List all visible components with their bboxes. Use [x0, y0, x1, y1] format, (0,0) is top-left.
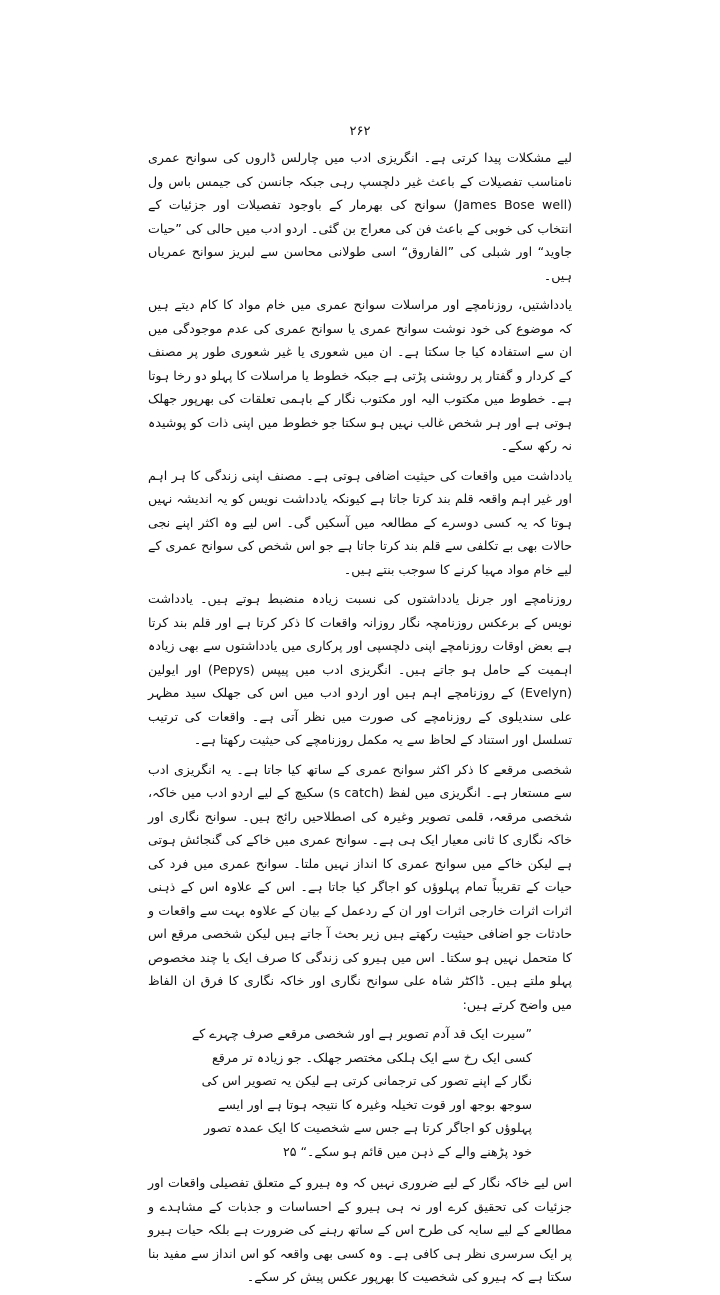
- paragraph-4-after: کے روزنامچے اہم ہیں اور اردو ادب میں اس کی جھلک سید مظہر علی سندیلوی کے روزنامچے کی صورت میں نظر آتی ہے۔ واقعات کی ترتیب تسلسل اور استناد کے لحاظ سے یہ مکمل روزنامچے کی حیثیت رکھتا ہے۔: [148, 685, 572, 747]
- paragraph-1-before: لیے مشکلات پیدا کرتی ہے۔ انگریزی ادب میں چارلس ڈاروں کی سوانح عمری نامناسب تفصیلات کے باعث غیر دلچسپ رہی جبکہ جانسن کی جیمس باس ول: [148, 150, 572, 189]
- paragraph-1: [148, 146, 572, 287]
- footnote-ref: ۲۵: [282, 1143, 297, 1159]
- paragraph-4-mid: اور ایولین: [148, 661, 202, 677]
- paragraph-1-after: سوانح کی بھرمار کے باوجود تفصیلات اور جزئیات کے انتخاب کی خوبی کے باعث فن کی معراج بن گئی۔ اردو ادب میں حالی کی ”حیات جاوید“ اور شبلی کی ”الفاروق“ اسی طولانی محاسن سے لبریز سوانح عمریاں ہیں۔: [148, 197, 572, 283]
- paragraph-4: [148, 587, 572, 752]
- paragraph-2: یادداشتیں، روزنامچے اور مراسلات سوانح عمری میں خام مواد کا کام دیتے ہیں کہ موضوع کی خود نوشت سوانح عمری یا سوانح عمری کی عدم موجودگی میں ان سے استفادہ کیا جا سکتا ہے۔ ان میں شعوری یا غیر شعوری طور پر مصنف کے کردار و گفتار پر روشنی پڑتی ہے جبکہ خطوط یا مراسلات کا پہلو دو رخا ہوتا ہے۔ خطوط میں مکتوب الیہ اور مکتوب نگار کے باہمی تعلقات کی بھرپور جھلک ہوتی ہے اور ہر شخص غالب نہیں ہو سکتا جو خطوط میں اپنی ذات کو پوشیدہ نہ رکھ سکے۔: [148, 297, 572, 453]
- paragraph-5-before: شخصی مرقعے کا ذکر اکثر سوانح عمری کے ساتھ کیا جاتا ہے۔ یہ انگریزی ادب سے مستعار ہے۔ انگریزی میں لفظ: [148, 761, 572, 800]
- paragraph-3: یادداشت میں واقعات کی حیثیت اضافی ہوتی ہے۔ مصنف اپنی زندگی کا ہر اہم اور غیر اہم واقعہ قلم بند کرتا جاتا ہے کیونکہ یادداشت نویس کو یہ اندیشہ نہیں ہوتا کہ یہ کسی دوسرے کے مطالعہ میں آسکیں گی۔ اس لیے وہ اکثر اپنے نجی حالات بھی بے تکلفی سے قلم بند کرتا جاتا ہے جو اس شخص کی سوانح عمری کے لیے خام مواد مہیا کرنے کا سوجب بنتے ہیں۔: [148, 467, 572, 577]
- page-number: ۲۶۲: [349, 124, 371, 139]
- paragraph-4-english-term-1: (Pepys): [207, 661, 255, 677]
- paragraph-5: [148, 758, 572, 1017]
- paragraph-5-english-term: (s catch): [328, 785, 384, 800]
- block-quote-text: ”سیرت ایک قد آدم تصویر ہے اور شخصی مرقعے صرف چہرے کے کسی ایک رخ سے ایک ہلکی مختصر جھلک۔ جو زیادہ تر مرقع نگار کے اپنے تصور کی ترجمانی کرتی ہے لیکن یہ تصویر اس کی سوجھ بوجھ اور قوت تخیلہ وغیرہ کا نتیجہ ہوتا ہے اور ایسے پہلوؤں کو اجاگر کرتا ہے جس سے شخصیت کا ایک عمدہ تصور خود پڑھنے والے کے ذہن میں قائم ہو سکے۔“: [191, 1026, 532, 1159]
- paragraph-4-before: روزنامچے اور جرنل یادداشتوں کی نسبت زیادہ منضبط ہوتے ہیں۔ یادداشت نویس کے برعکس روزنامچہ نگار روزانہ واقعات کا ذکر کرتا ہے اور قلم بند کرتا ہے بعض اوقات روزنامچے اپنی دلچسپی اور پرکاری میں یادداشتوں سے بھی زیادہ اہمیت کے حامل ہو جاتے ہیں۔ انگریزی ادب میں پیپس: [148, 591, 572, 677]
- paragraph-5-after: سکیچ کے لیے اردو ادب میں خاکہ، شخصی مرقعہ، قلمی تصویر وغیرہ کی اصطلاحیں رائج ہیں۔ سوانح نگاری اور خاکہ نگاری کا ثانی معیار ایک ہی ہے۔ سوانح عمری میں خاکے کی گنجائش ہوتی ہے لیکن خاکے میں سوانح عمری کا انداز نہیں ملتا۔ سوانح عمری میں فرد کی حیات کے تقریباً تمام پہلوؤں کو اجاگر کیا جاتا ہے۔ اس کے علاوہ اس کے ذہنی اثرات اثرات خارجی اثرات اور ان کے ردعمل کے بیان کے علاوہ بہت سے واقعات و حادثات جو اضافی حیثیت رکھتے ہیں زیر بحث آ جاتے ہیں لیکن شخصی مرقع اس کا متحمل نہیں ہو سکتا۔ اس میں ہیرو کی زندگی کا صرف ایک یا چند مخصوص پہلو ملتے ہیں۔ ڈاکٹر شاہ علی سوانح نگاری اور خاکہ نگاری کا فرق ان الفاظ میں واضح کرتے ہیں:: [148, 785, 572, 1012]
- block-quote: [188, 1022, 532, 1163]
- body-text: [148, 146, 572, 1295]
- paragraph-1-english-term: (James Bose well): [453, 197, 572, 212]
- paragraph-6: اس لیے خاکہ نگار کے لیے ضروری نہیں کہ وہ ہیرو کے متعلق تفصیلی واقعات اور جزئیات کی تحقیق کرے اور نہ ہی ہیرو کے احساسات و جذبات کے مشاہدے و مطالعے کے لیے سایہ کی طرح اس کے ساتھ رہنے کی ضرورت ہے بلکہ حیات ہیرو پر ایک سرسری نظر ہی کافی ہے۔ وہ کسی بھی واقعہ کو اس انداز سے مفید بنا سکتا ہے کہ ہیرو کی شخصیت کا بھرپور عکس پیش کر سکے۔: [148, 1175, 572, 1284]
- paragraph-4-english-term-2: (Evelyn): [520, 685, 572, 700]
